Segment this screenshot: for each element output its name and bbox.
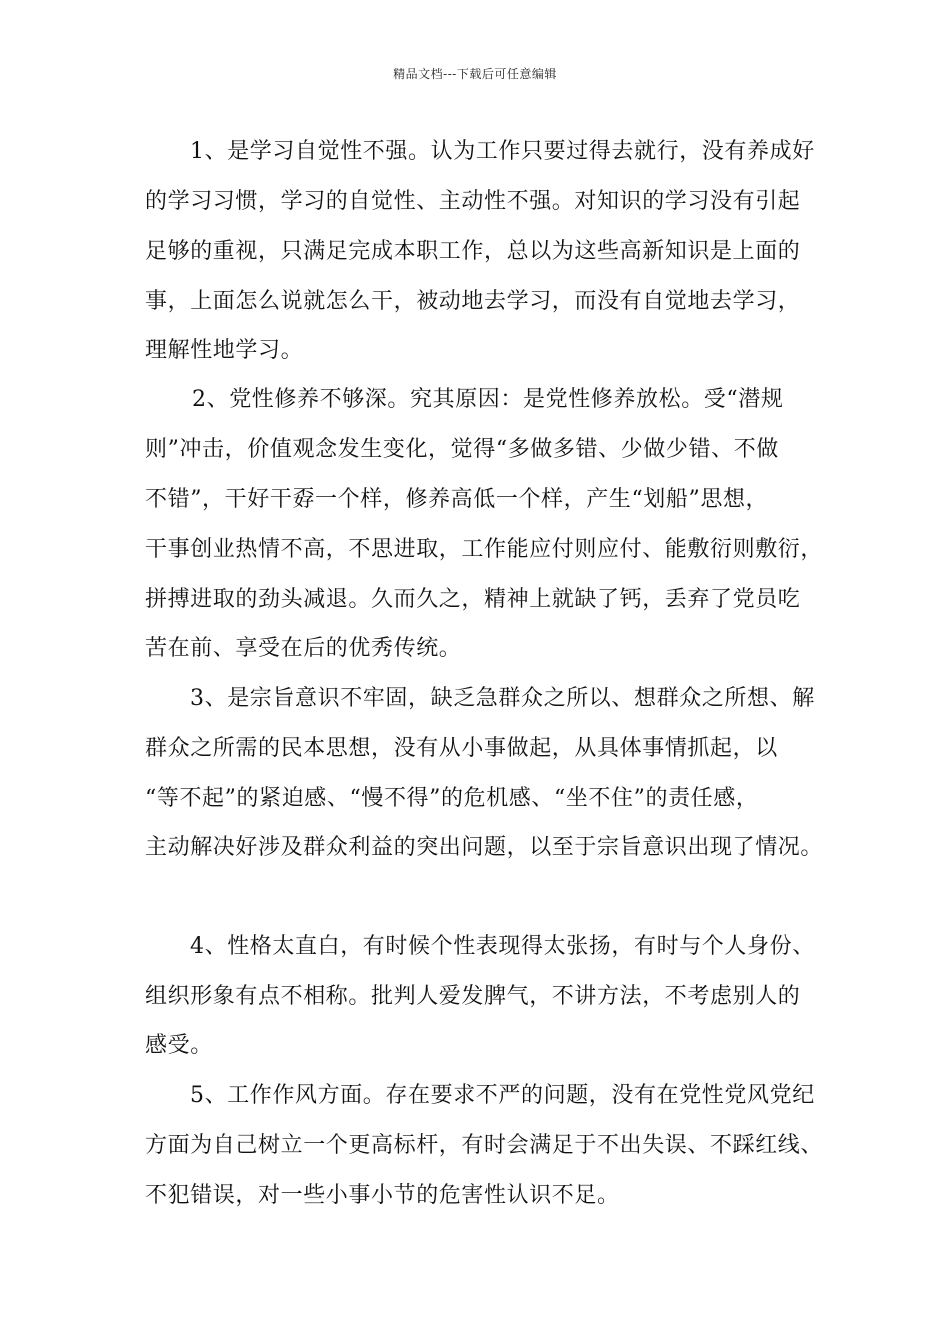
paragraph-5-line-3: 不犯错误，对一些小事小节的危害性认识不足。 — [145, 1183, 620, 1208]
paragraph-4-line-1: 4、性格太直白，有时候个性表现得太张扬，有时与个人身份、 — [190, 934, 815, 959]
paragraph-2-line-2: 则”冲击，价值观念发生变化，觉得“多做多错、少做少错、不做 — [145, 437, 779, 462]
paragraph-2-line-6: 苦在前、享受在后的优秀传统。 — [145, 636, 462, 661]
paragraph-4-line-3: 感受。 — [145, 1033, 213, 1058]
paragraph-1-line-3: 足够的重视，只满足完成本职工作，总以为这些高新知识是上面的 — [145, 239, 801, 264]
paragraph-3-line-3: “等不起”的紧迫感、“慢不得”的危机感、“坐不住”的责任感， — [145, 786, 759, 811]
paragraph-2-line-4: 干事创业热情不高，不思进取，工作能应付则应付、能敷衍则敷衍， — [145, 537, 824, 562]
paragraph-1-line-4: 事，上面怎么说就怎么干，被动地去学习，而没有自觉地去学习， — [145, 289, 801, 314]
paragraph-3-line-1: 3、是宗旨意识不牢固，缺乏急群众之所以、想群众之所想、解 — [190, 686, 815, 711]
paragraph-3-line-2: 群众之所需的民本思想，没有从小事做起，从具体事情抓起，以 — [145, 736, 778, 761]
paragraph-2-line-5: 拼搏进取的劲头减退。久而久之，精神上就缺了钙，丢弃了党员吃 — [145, 587, 801, 612]
paragraph-5-line-2: 方面为自己树立一个更高标杆，有时会满足于不出失误、不踩红线、 — [145, 1133, 824, 1158]
paragraph-2-line-1: 2、党性修养不够深。究其原因：是党性修养放松。受“潜规 — [192, 387, 784, 412]
page-header: 精品文档---下载后可任意编辑 — [393, 67, 557, 81]
paragraph-5-line-1: 5、工作作风方面。存在要求不严的问题，没有在党性党风党纪 — [190, 1083, 815, 1108]
paragraph-3-line-4: 主动解决好涉及群众利益的突出问题，以至于宗旨意识出现了情况。 — [145, 835, 824, 860]
paragraph-1-line-1: 1、是学习自觉性不强。认为工作只要过得去就行，没有养成好 — [190, 139, 815, 164]
paragraph-2-line-3: 不错”，干好干孬一个样，修养高低一个样，产生“划船”思想， — [145, 487, 769, 512]
paragraph-4-line-2: 组织形象有点不相称。批判人爱发脾气，不讲方法，不考虑别人的 — [145, 984, 801, 1009]
paragraph-1-line-2: 的学习习惯，学习的自觉性、主动性不强。对知识的学习没有引起 — [145, 189, 801, 214]
paragraph-1-line-5: 理解性地学习。 — [145, 338, 304, 363]
